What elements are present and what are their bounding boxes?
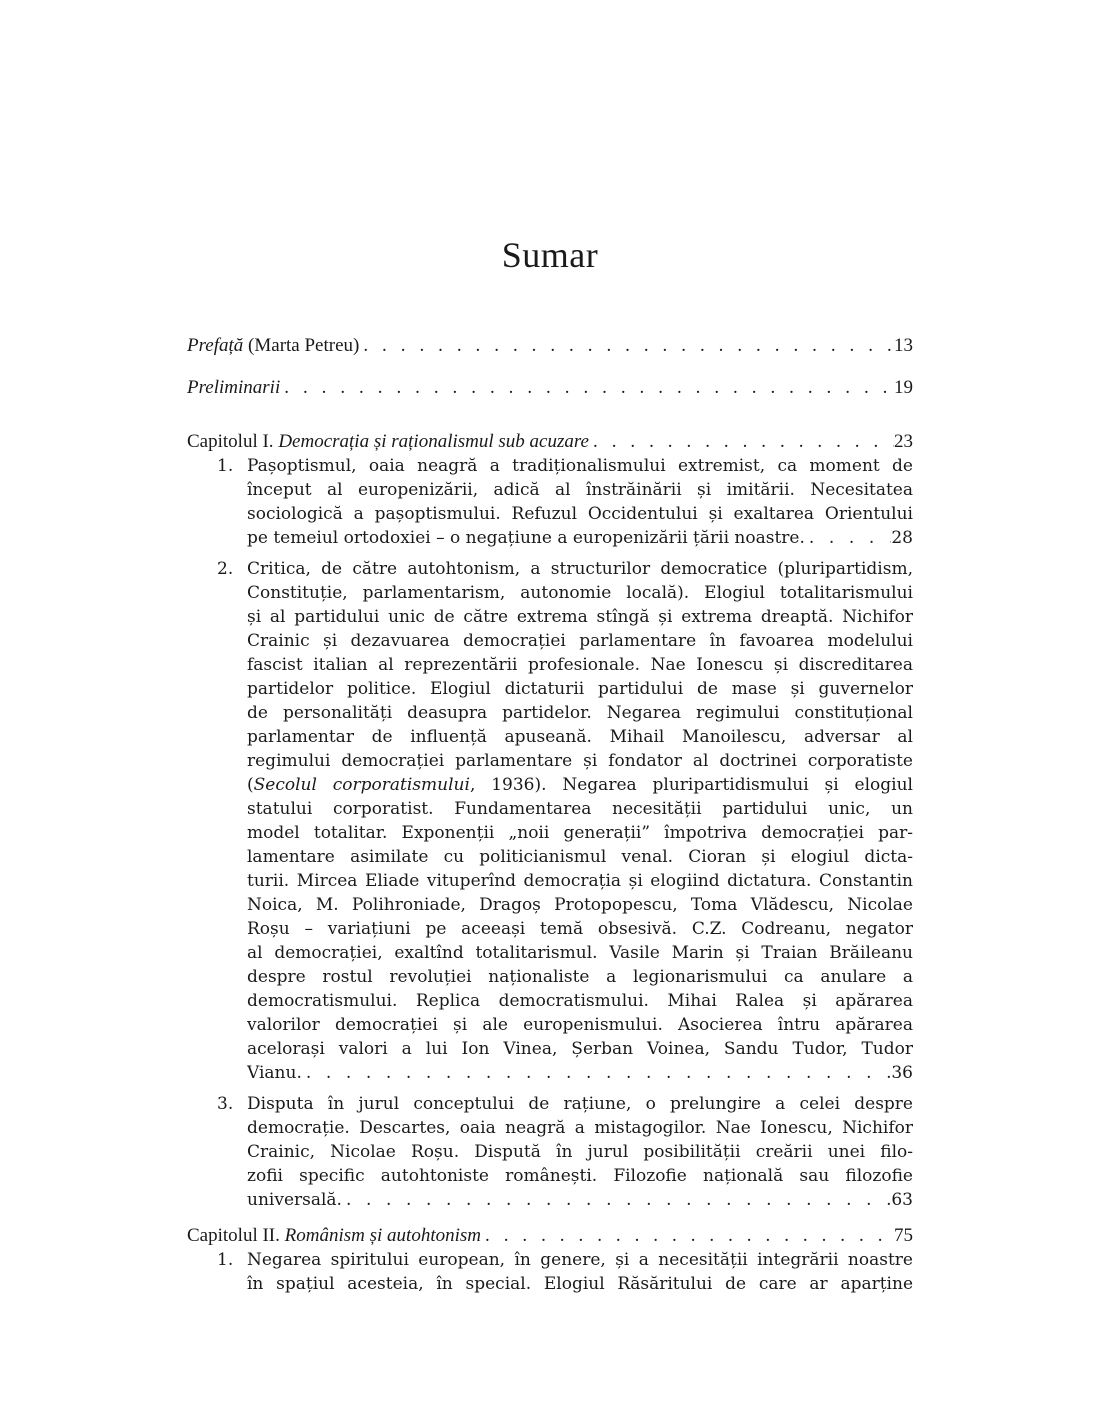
chapter-title: Românism și autohtonism xyxy=(284,1225,481,1246)
leader-dots xyxy=(280,376,894,400)
section-line: acelorași valori a lui Ion Vinea, Șerban Voinea, Sandu Tudor, Tudor xyxy=(247,1039,913,1059)
section-line: al democrației, exaltînd totalitarismul. Vasile Marin și Traian Brăileanu xyxy=(247,943,913,963)
section-line: despre rostul revoluției naționaliste a legionarismului ca anulare a xyxy=(247,967,913,987)
table-of-contents xyxy=(187,334,913,1296)
section-line: Noica, M. Polihroniade, Dragoș Protopopescu, Toma Vlădescu, Nicolae xyxy=(247,895,913,915)
toc-section-2-1[interactable] xyxy=(187,1248,913,1296)
chapter-prefix: Capitolul I. xyxy=(187,431,279,452)
toc-entry-prefata[interactable] xyxy=(187,334,913,358)
section-line: sociologică a pașoptismului. Refuzul Occidentului și exaltarea Orientului xyxy=(247,504,913,524)
section-line: Pașoptismul, oaia neagră a tradiționalismului extremist, ca moment de xyxy=(247,456,913,476)
section-line: Constituție, parlamentarism, autonomie locală). Elogiul totalitarismului xyxy=(247,583,913,603)
section-line: Critica, de către autohtonism, a structurilor democratice (pluripartidism, xyxy=(247,559,913,579)
toc-section-1-1[interactable] xyxy=(187,454,913,550)
leader-dots xyxy=(359,334,894,358)
section-line: fascist italian al reprezentării profesionale. Nae Ionescu și discreditarea xyxy=(247,655,913,675)
book-title: Secolul corporatismului xyxy=(253,775,470,795)
section-line: Disputa în jurul conceptului de rațiune, o prelungire a celei despre xyxy=(247,1094,913,1114)
section-line: turii. Mircea Eliade vituperînd democrația și elogiind dictatura. Constantin xyxy=(247,871,913,891)
section-line xyxy=(247,773,913,797)
section-line: model totalitar. Exponenții „noii generații” împotriva democrației par- xyxy=(247,823,913,843)
section-line: pe temeiul ortodoxiei – o negațiune a europenizării țării noastre. xyxy=(247,528,805,548)
line-rest: , 1936). Negarea pluripartidismului și elogiul xyxy=(469,775,913,795)
toc-chapter-2[interactable] xyxy=(187,1224,913,1248)
section-number: 1. xyxy=(217,456,234,476)
paren: ( xyxy=(247,775,254,795)
section-line: Roșu – variațiuni pe aceeași temă obsesivă. C.Z. Codreanu, negator xyxy=(247,919,913,939)
section-line: zofii specific autohtoniste românești. Filozofie națională sau filozofie xyxy=(247,1166,913,1186)
page-number: 75 xyxy=(894,1225,913,1246)
page-number: 36 xyxy=(891,1063,913,1083)
leader-dots xyxy=(481,1224,894,1248)
section-number: 3. xyxy=(217,1094,234,1114)
toc-section-1-3[interactable] xyxy=(187,1092,913,1212)
section-line: de personalități deasupra partidelor. Negarea regimului constituțional xyxy=(247,703,913,723)
toc-entry-preliminarii[interactable] xyxy=(187,376,913,400)
section-number: 2. xyxy=(217,559,234,579)
section-line: Crainic, Nicolae Roșu. Dispută în jurul posibilității creării unei filo- xyxy=(247,1142,913,1162)
section-line: universală. xyxy=(247,1190,342,1210)
chapter-prefix: Capitolul II. xyxy=(187,1225,285,1246)
page-number: 19 xyxy=(894,377,913,398)
section-line: statului corporatist. Fundamentarea necesității partidului unic, un xyxy=(247,799,913,819)
section-line: parlamentar de influență apuseană. Mihail Manoilescu, adversar al xyxy=(247,727,913,747)
section-line: lamentare asimilate cu politicianismul venal. Cioran și elogiul dicta- xyxy=(247,847,913,867)
section-number: 1. xyxy=(217,1250,234,1270)
entry-title: Preliminarii xyxy=(187,377,281,398)
section-line: Vianu. xyxy=(247,1063,302,1083)
toc-section-1-2[interactable] xyxy=(187,557,913,1085)
entry-title: Prefață xyxy=(187,335,244,356)
section-line: Negarea spiritului european, în genere, și a necesității integrării noastre xyxy=(247,1250,913,1270)
section-line: valorilor democrației și ale europenismului. Asocierea întru apărarea xyxy=(247,1015,913,1035)
section-line: și al partidului unic de către extrema stîngă și extrema dreaptă. Nichifor xyxy=(247,607,913,627)
section-line: partidelor politice. Elogiul dictaturii partidului de mase și guvernelor xyxy=(247,679,913,699)
section-line: democrație. Descartes, oaia neagră a mistagogilor. Nae Ionescu, Nichifor xyxy=(247,1118,913,1138)
page-number: 13 xyxy=(894,335,913,356)
section-line: început al europenizării, adică al înstrăinării și imitării. Necesitatea xyxy=(247,480,913,500)
leader-dots xyxy=(342,1188,891,1212)
section-line: Crainic și dezavuarea democrației parlamentare în favoarea modelului xyxy=(247,631,913,651)
leader-dots xyxy=(589,430,894,454)
chapter-title: Democrația și raționalismul sub acuzare xyxy=(278,431,589,452)
toc-chapter-1[interactable] xyxy=(187,430,913,454)
page-title: Sumar xyxy=(501,235,599,275)
entry-author: (Marta Petreu) xyxy=(243,335,360,356)
page-number: 28 xyxy=(891,528,913,548)
section-line: regimului democrației parlamentare și fondator al doctrinei corporatiste xyxy=(247,751,913,771)
leader-dots xyxy=(805,526,891,550)
section-line: în spațiul acesteia, în special. Elogiul Răsăritului de care ar aparține xyxy=(247,1274,913,1294)
leader-dots xyxy=(302,1061,892,1085)
page-number: 63 xyxy=(891,1190,913,1210)
section-line: democratismului. Replica democratismului. Mihai Ralea și apărarea xyxy=(247,991,913,1011)
page-number: 23 xyxy=(894,431,913,452)
